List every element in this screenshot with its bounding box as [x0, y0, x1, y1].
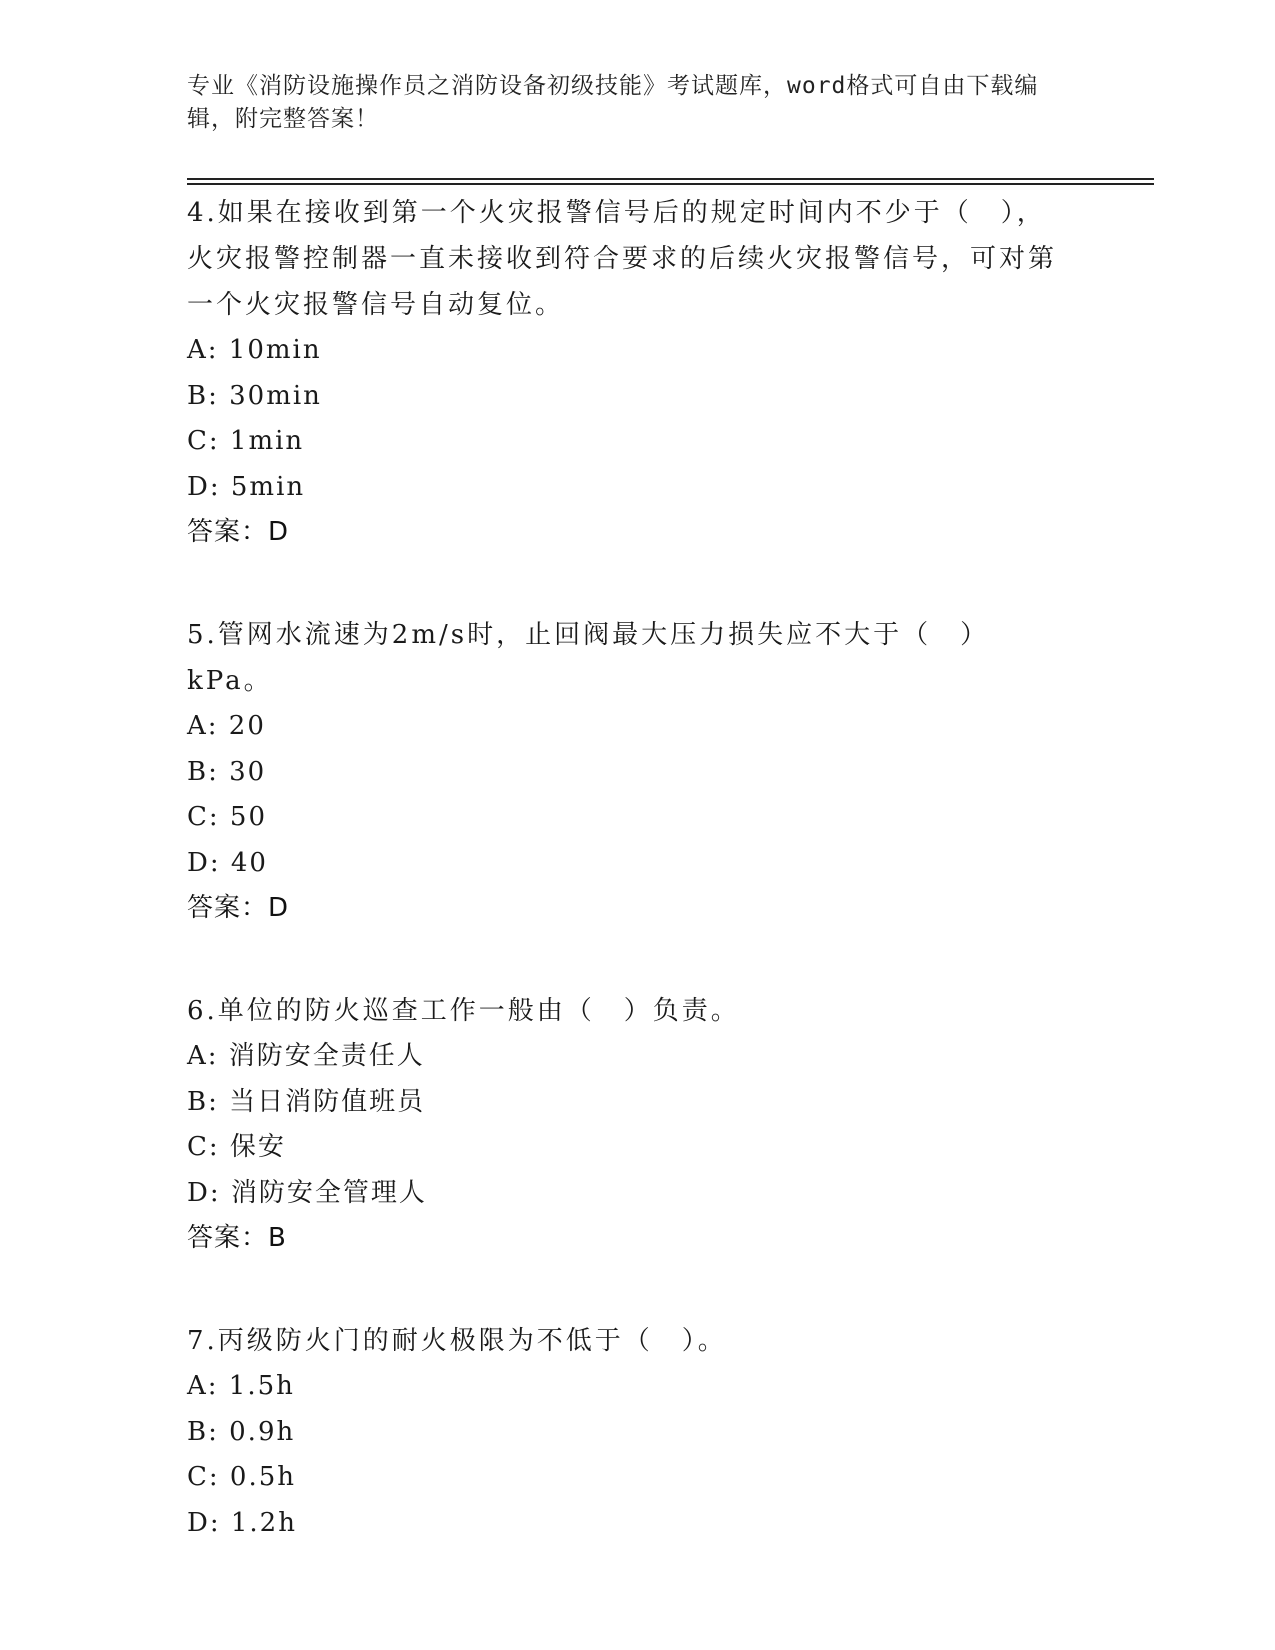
option-a: A: 1.5h: [187, 1371, 295, 1401]
option-a: A: 20: [187, 711, 266, 741]
answer-key: 答案：D: [187, 517, 290, 547]
option-b: B: 当日消防值班员: [187, 1086, 426, 1117]
question-stem: 6.单位的防火巡查工作一般由（ ）负责。: [187, 996, 740, 1026]
header-divider-bottom: [187, 183, 1154, 185]
option-c: C: 0.5h: [187, 1462, 297, 1492]
option-c: C: 保安: [187, 1132, 286, 1162]
question-4: [187, 190, 1067, 555]
question-6: [187, 988, 1067, 1261]
answer-key: 答案：D: [187, 893, 290, 923]
option-d: D: 消防安全管理人: [187, 1177, 427, 1208]
option-a: A: 10min: [187, 335, 322, 365]
header-divider-top: [187, 178, 1154, 180]
option-c: C: 50: [187, 802, 268, 832]
question-stem: 7.丙级防火门的耐火极限为不低于（ ）。: [187, 1326, 727, 1356]
question-stem: 5.管网水流速为2m/s时，止回阀最大压力损失应不大于（ ）kPa。: [187, 620, 990, 696]
question-stem: 4.如果在接收到第一个火灾报警信号后的规定时间内不少于（ ），火灾报警控制器一直未接收到符合要求的后续火灾报警信号，可对第一个火灾报警信号自动复位。: [187, 198, 1058, 320]
option-d: D: 1.2h: [187, 1507, 297, 1538]
option-b: B: 30min: [187, 380, 322, 411]
question-5: [187, 612, 1067, 931]
document-intro: 专业《消防设施操作员之消防设备初级技能》考试题库，word格式可自由下载编辑，附完整答案！: [187, 73, 1039, 132]
question-7: [187, 1318, 1067, 1546]
answer-key: 答案：B: [187, 1223, 287, 1253]
option-a: A: 消防安全责任人: [187, 1041, 425, 1071]
option-c: C: 1min: [187, 426, 305, 456]
question-list: [187, 190, 1067, 1546]
option-d: D: 40: [187, 847, 268, 878]
option-b: B: 30: [187, 756, 267, 787]
option-b: B: 0.9h: [187, 1416, 296, 1447]
option-d: D: 5min: [187, 471, 306, 502]
